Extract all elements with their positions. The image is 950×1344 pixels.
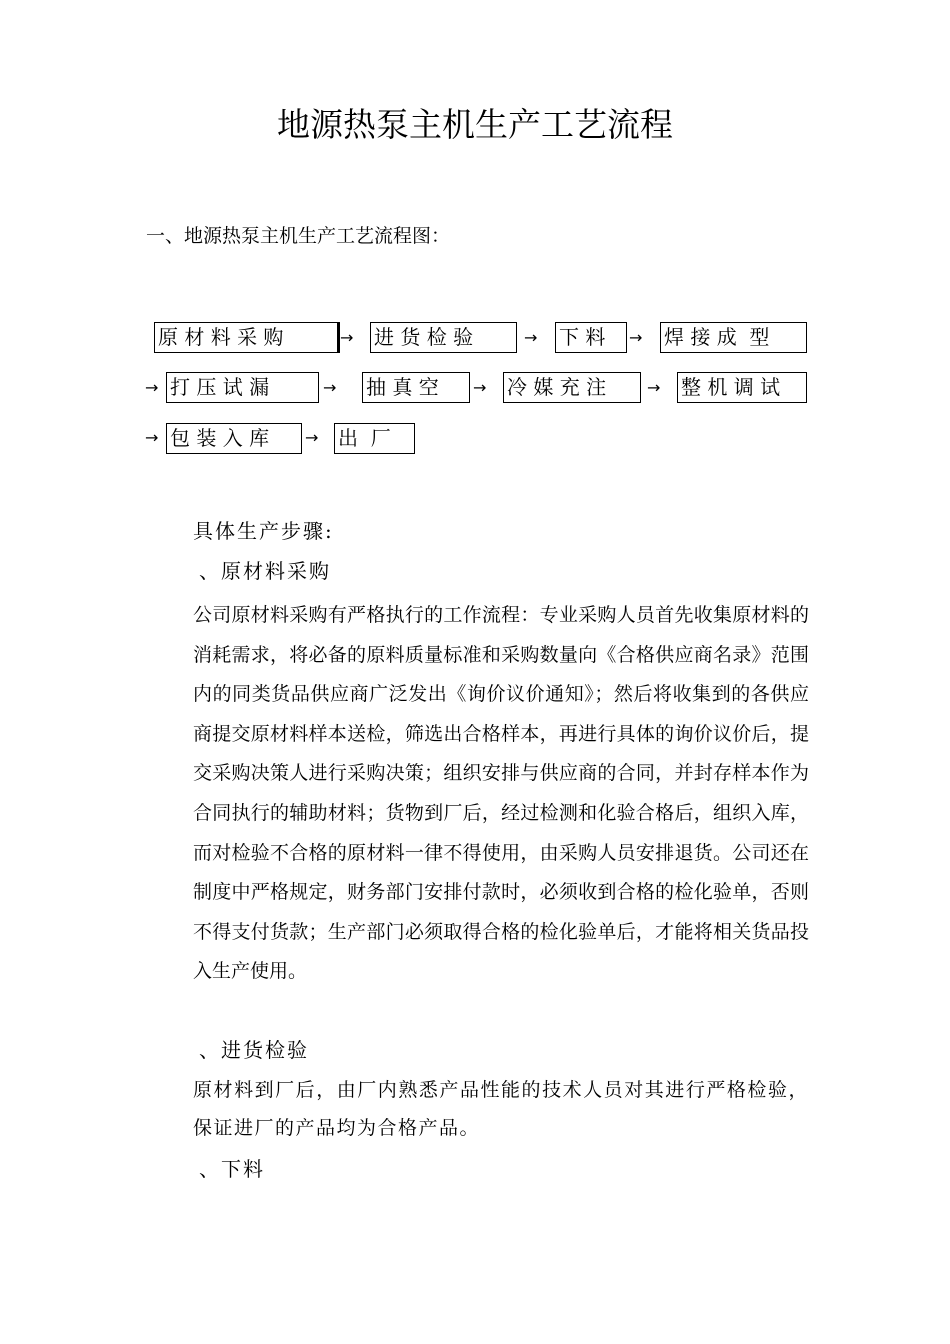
- flow-arrow: →: [145, 378, 159, 397]
- flow-arrow: →: [340, 328, 354, 347]
- document-title: 地源热泵主机生产工艺流程: [277, 105, 673, 144]
- flow-step-packing-storage: 包 装 入 库: [166, 423, 302, 454]
- step-heading-incoming-inspection: 、进货检验: [199, 1038, 309, 1062]
- flow-step-refrigerant-charging: 冷 媒 充 注: [503, 372, 641, 403]
- flow-arrow: →: [473, 378, 487, 397]
- flow-step-raw-material-purchase: 原 材 料 采 购: [154, 322, 340, 353]
- flow-arrow: →: [524, 328, 538, 347]
- flow-step-welding-forming: 焊 接 成 型: [660, 322, 807, 353]
- flow-step-vacuum: 抽 真 空: [362, 372, 470, 403]
- paragraph-incoming-inspection: 原材料到厂后，由厂内熟悉产品性能的技术人员对其进行严格检验，保证进厂的产品均为合格产品。: [193, 1079, 809, 1139]
- flow-step-pressure-leak-test: 打 压 试 漏: [166, 372, 319, 403]
- flow-arrow: →: [305, 428, 319, 447]
- flow-arrow: →: [323, 378, 337, 397]
- steps-intro: 具体生产步骤:: [193, 519, 334, 543]
- paragraph-raw-material-purchase: 公司原材料采购有严格执行的工作流程：专业采购人员首先收集原材料的消耗需求，将必备的原料质量标准和采购数量向《合格供应商名录》范围内的同类货品供应商广泛发出《询价议价通知》；然后将收集到的各供应商提交原材料样本送检，筛选出合格样本，再进行具体的询价议价后，提交采购决策人进行采购决策；组织安排与供应商的合同，并封存样本作为合同执行的辅助材料；货物到厂后，经过检测和化验合格后，组织入库，而对检验不合格的原材料一律不得使用，由采购人员安排退货。公司还在制度中严格规定，财务部门安排付款时，必须收到合格的检化验单，否则不得支付货款；生产部门必须取得合格的检化验单后，才能将相关货品投入生产使用。: [193, 604, 809, 983]
- flow-arrow: →: [145, 428, 159, 447]
- flow-arrow: →: [629, 328, 643, 347]
- flow-step-incoming-inspection: 进 货 检 验: [370, 322, 517, 353]
- flow-step-cutting: 下 料: [555, 322, 627, 353]
- step-heading-raw-material-purchase: 、原材料采购: [199, 559, 331, 583]
- section-heading: 一、地源热泵主机生产工艺流程图：: [146, 225, 451, 247]
- flow-step-factory-exit: 出 厂: [334, 423, 415, 454]
- step-heading-cutting: 、下料: [199, 1157, 265, 1181]
- flow-arrow: →: [647, 378, 661, 397]
- flow-step-machine-debugging: 整 机 调 试: [677, 372, 807, 403]
